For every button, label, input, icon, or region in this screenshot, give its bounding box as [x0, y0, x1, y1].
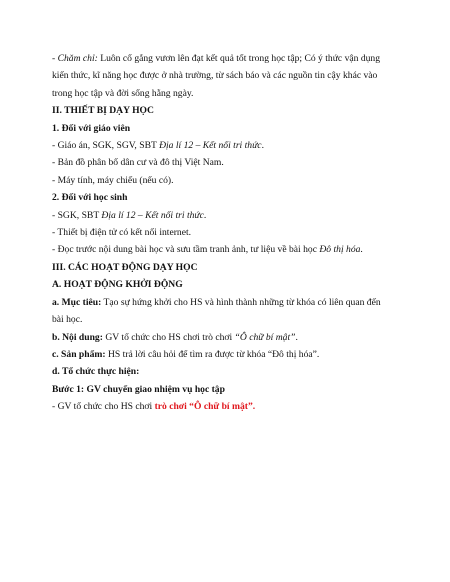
gv-to-chuc-line	[52, 398, 404, 415]
muc-tieu-line-1	[52, 294, 404, 311]
muc-tieu-text: Tạo sự hứng khởi cho HS và hình thành những từ khóa có liên quan đến	[101, 296, 381, 308]
hs-list-item-2: - Thiết bị điện tử có kết nối internet.	[52, 227, 192, 239]
hs-item-1-book-title: Địa lí 12 – Kết nối tri thức	[101, 209, 204, 221]
gv-to-chuc-end: .	[252, 401, 256, 413]
paragraph-cham-chi-line-3: trong học tập và đời sống hằng ngày.	[52, 87, 194, 99]
san-pham-text: HS trả lời câu hỏi để tìm ra được từ khóa “Đô thị hóa”.	[105, 348, 320, 360]
paragraph-cham-chi-line-2: kiến thức, kĩ năng học được ở nhà trường, từ sách báo và các nguồn tin cậy khác vào	[52, 70, 378, 82]
gv-list-item-1	[52, 137, 404, 154]
noi-dung-line	[52, 329, 404, 346]
hs-item-3-text: - Đọc trước nội dung bài học và sưu tầm tranh ảnh, tư liệu về bài học	[52, 244, 320, 256]
game-name-highlight: trò chơi “Ô chữ bí mật”	[154, 401, 253, 413]
hs-item-1-text: - SGK, SBT	[52, 209, 102, 221]
gv-to-chuc-text: - GV tổ chức cho HS chơi	[52, 401, 155, 413]
heading-doi-voi-giao-vien: 1. Đối với giáo viên	[52, 122, 131, 134]
gv-item-1-book-title: Địa lí 12 – Kết nối tri thức	[159, 140, 262, 152]
heading-thiet-bi-day-hoc: II. THIẾT BỊ DẠY HỌC	[52, 105, 154, 117]
hs-item-3-lesson-title: Đô thị hóa	[319, 244, 361, 256]
gv-item-1-text: - Giáo án, SGK, SGV, SBT	[52, 140, 160, 152]
gv-list-item-3: - Máy tính, máy chiếu (nếu có).	[52, 174, 174, 186]
hs-item-3-end: .	[360, 244, 363, 256]
muc-tieu-label: a. Mục tiêu:	[52, 296, 102, 308]
heading-doi-voi-hoc-sinh: 2. Đối với học sinh	[52, 192, 128, 204]
heading-buoc-1: Bước 1: GV chuyển giao nhiệm vụ học tập	[52, 383, 225, 395]
noi-dung-end: .	[295, 331, 298, 343]
heading-cac-hoat-dong-day-hoc: III. CÁC HOẠT ĐỘNG DẠY HỌC	[52, 261, 198, 273]
heading-hoat-dong-khoi-dong: A. HOẠT ĐỘNG KHỞI ĐỘNG	[52, 279, 183, 291]
paragraph-cham-chi-line-1	[52, 50, 404, 67]
gv-item-1-end: .	[261, 140, 264, 152]
hs-list-item-1	[52, 207, 404, 224]
hs-list-item-3	[52, 241, 404, 258]
gv-list-item-2: - Bản đồ phân bố dân cư và đô thị Việt Nam.	[52, 157, 224, 169]
muc-tieu-line-2: bài học.	[52, 314, 83, 326]
hs-item-1-end: .	[203, 209, 207, 221]
heading-to-chuc-thuc-hien: d. Tổ chức thực hiện:	[52, 366, 140, 378]
noi-dung-game-title: “Ô chữ bí mật”	[234, 331, 296, 343]
cham-chi-label: - Chăm chỉ:	[52, 53, 98, 64]
document-body	[52, 50, 404, 416]
san-pham-line	[52, 346, 404, 363]
noi-dung-text: GV tổ chức cho HS chơi trò chơi	[102, 331, 235, 343]
san-pham-label: c. Sản phẩm:	[52, 348, 106, 360]
noi-dung-label: b. Nội dung:	[52, 331, 103, 343]
cham-chi-text-1: Luôn cố gắng vươn lên đạt kết quả tốt trong học tập; Có ý thức vận dụng	[97, 53, 381, 64]
